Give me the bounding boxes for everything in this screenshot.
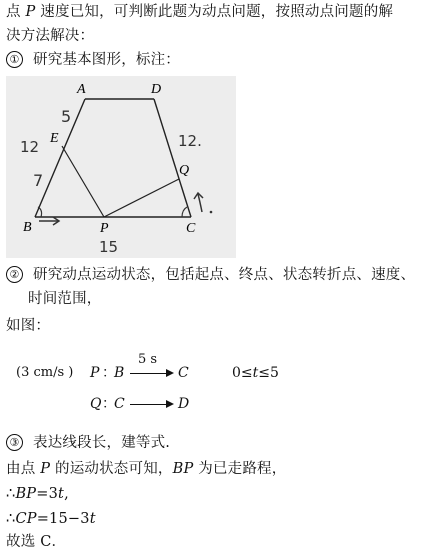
step-3 xyxy=(6,433,170,453)
equation-part: =3 xyxy=(36,486,59,502)
vertex-p: P xyxy=(100,221,109,236)
p-arrow xyxy=(130,373,172,374)
equation-part: , xyxy=(64,486,69,502)
vertex-d: D xyxy=(151,82,162,97)
step-text: 研究动点运动状态，包括起点、终点、状态转折点、速度、 xyxy=(33,267,416,283)
length-bc: 15 xyxy=(99,238,119,256)
range-var: t xyxy=(252,365,259,381)
vertex-c: C xyxy=(186,221,196,236)
segment-bp: BP xyxy=(15,486,37,502)
text-segment: 由点 xyxy=(6,461,41,477)
segment-cp: CP xyxy=(15,511,37,527)
text-line-2: 决方法解决： xyxy=(6,28,95,44)
as-shown-label: 如图： xyxy=(6,318,51,334)
variable-t: t xyxy=(89,511,96,527)
segment-ep xyxy=(62,146,104,217)
variable-p: P xyxy=(40,461,51,477)
motion-diagram xyxy=(10,352,310,422)
step-2 xyxy=(6,265,415,285)
p-duration: 5 s xyxy=(138,352,158,367)
segment-bp: BP xyxy=(172,461,194,477)
p-end: C xyxy=(178,365,189,381)
step-1 xyxy=(6,50,180,70)
step-number: ③ xyxy=(6,434,23,451)
mark-dot xyxy=(210,211,213,214)
point-p-label: P xyxy=(90,365,100,381)
length-ae: 5 xyxy=(61,107,72,126)
step-2-continued: 时间范围， xyxy=(28,291,102,307)
trapezoid-diagram xyxy=(6,76,236,258)
range-start: 0≤ xyxy=(232,365,253,381)
vertex-q: Q xyxy=(179,163,190,178)
variable-p: P xyxy=(25,4,36,20)
colon: ： xyxy=(102,365,116,381)
vertex-a: A xyxy=(77,82,86,97)
segment-dc xyxy=(154,99,191,217)
text-segment: 的运动状态可知， xyxy=(50,461,173,477)
step-text: 表达线段长，建等式. xyxy=(33,435,171,451)
variable-t: t xyxy=(58,486,65,502)
segment-ab xyxy=(35,99,85,217)
text-segment: 速度已知，可判断此题为动点问题，按照动点问题的解 xyxy=(35,4,394,20)
length-ab: 12 xyxy=(20,138,40,156)
equation-bp xyxy=(6,484,69,504)
colon: ： xyxy=(102,396,116,412)
speed-label: (3 cm/s ) xyxy=(16,365,74,380)
text-segment: 为已走路程， xyxy=(193,461,287,477)
step-text: 研究基本图形，标注： xyxy=(33,52,180,68)
length-dc: 12. xyxy=(178,132,202,150)
range-end: ≤5 xyxy=(258,365,279,381)
text-line-1 xyxy=(6,2,393,22)
p-start: B xyxy=(114,365,125,381)
answer-line: 故选 C． xyxy=(6,534,67,550)
step-number: ② xyxy=(6,266,23,283)
therefore-sign: ∴ xyxy=(6,511,16,527)
text-line-bp xyxy=(6,459,286,479)
segment-pq xyxy=(104,179,179,217)
q-end: D xyxy=(178,396,190,412)
text-segment: 点 xyxy=(6,4,26,20)
length-eb: 7 xyxy=(33,171,44,190)
equation-part: =15−3 xyxy=(36,511,90,527)
q-start: C xyxy=(114,396,125,412)
angle-c-mark xyxy=(182,207,187,217)
equation-cp xyxy=(6,509,96,529)
therefore-sign: ∴ xyxy=(6,486,16,502)
q-arrow xyxy=(130,404,172,405)
time-range xyxy=(232,364,279,382)
vertex-e: E xyxy=(50,131,59,146)
trapezoid-figure xyxy=(6,76,236,258)
vertex-b: B xyxy=(23,220,32,235)
step-number: ① xyxy=(6,51,23,68)
point-q-label: Q xyxy=(90,396,102,412)
